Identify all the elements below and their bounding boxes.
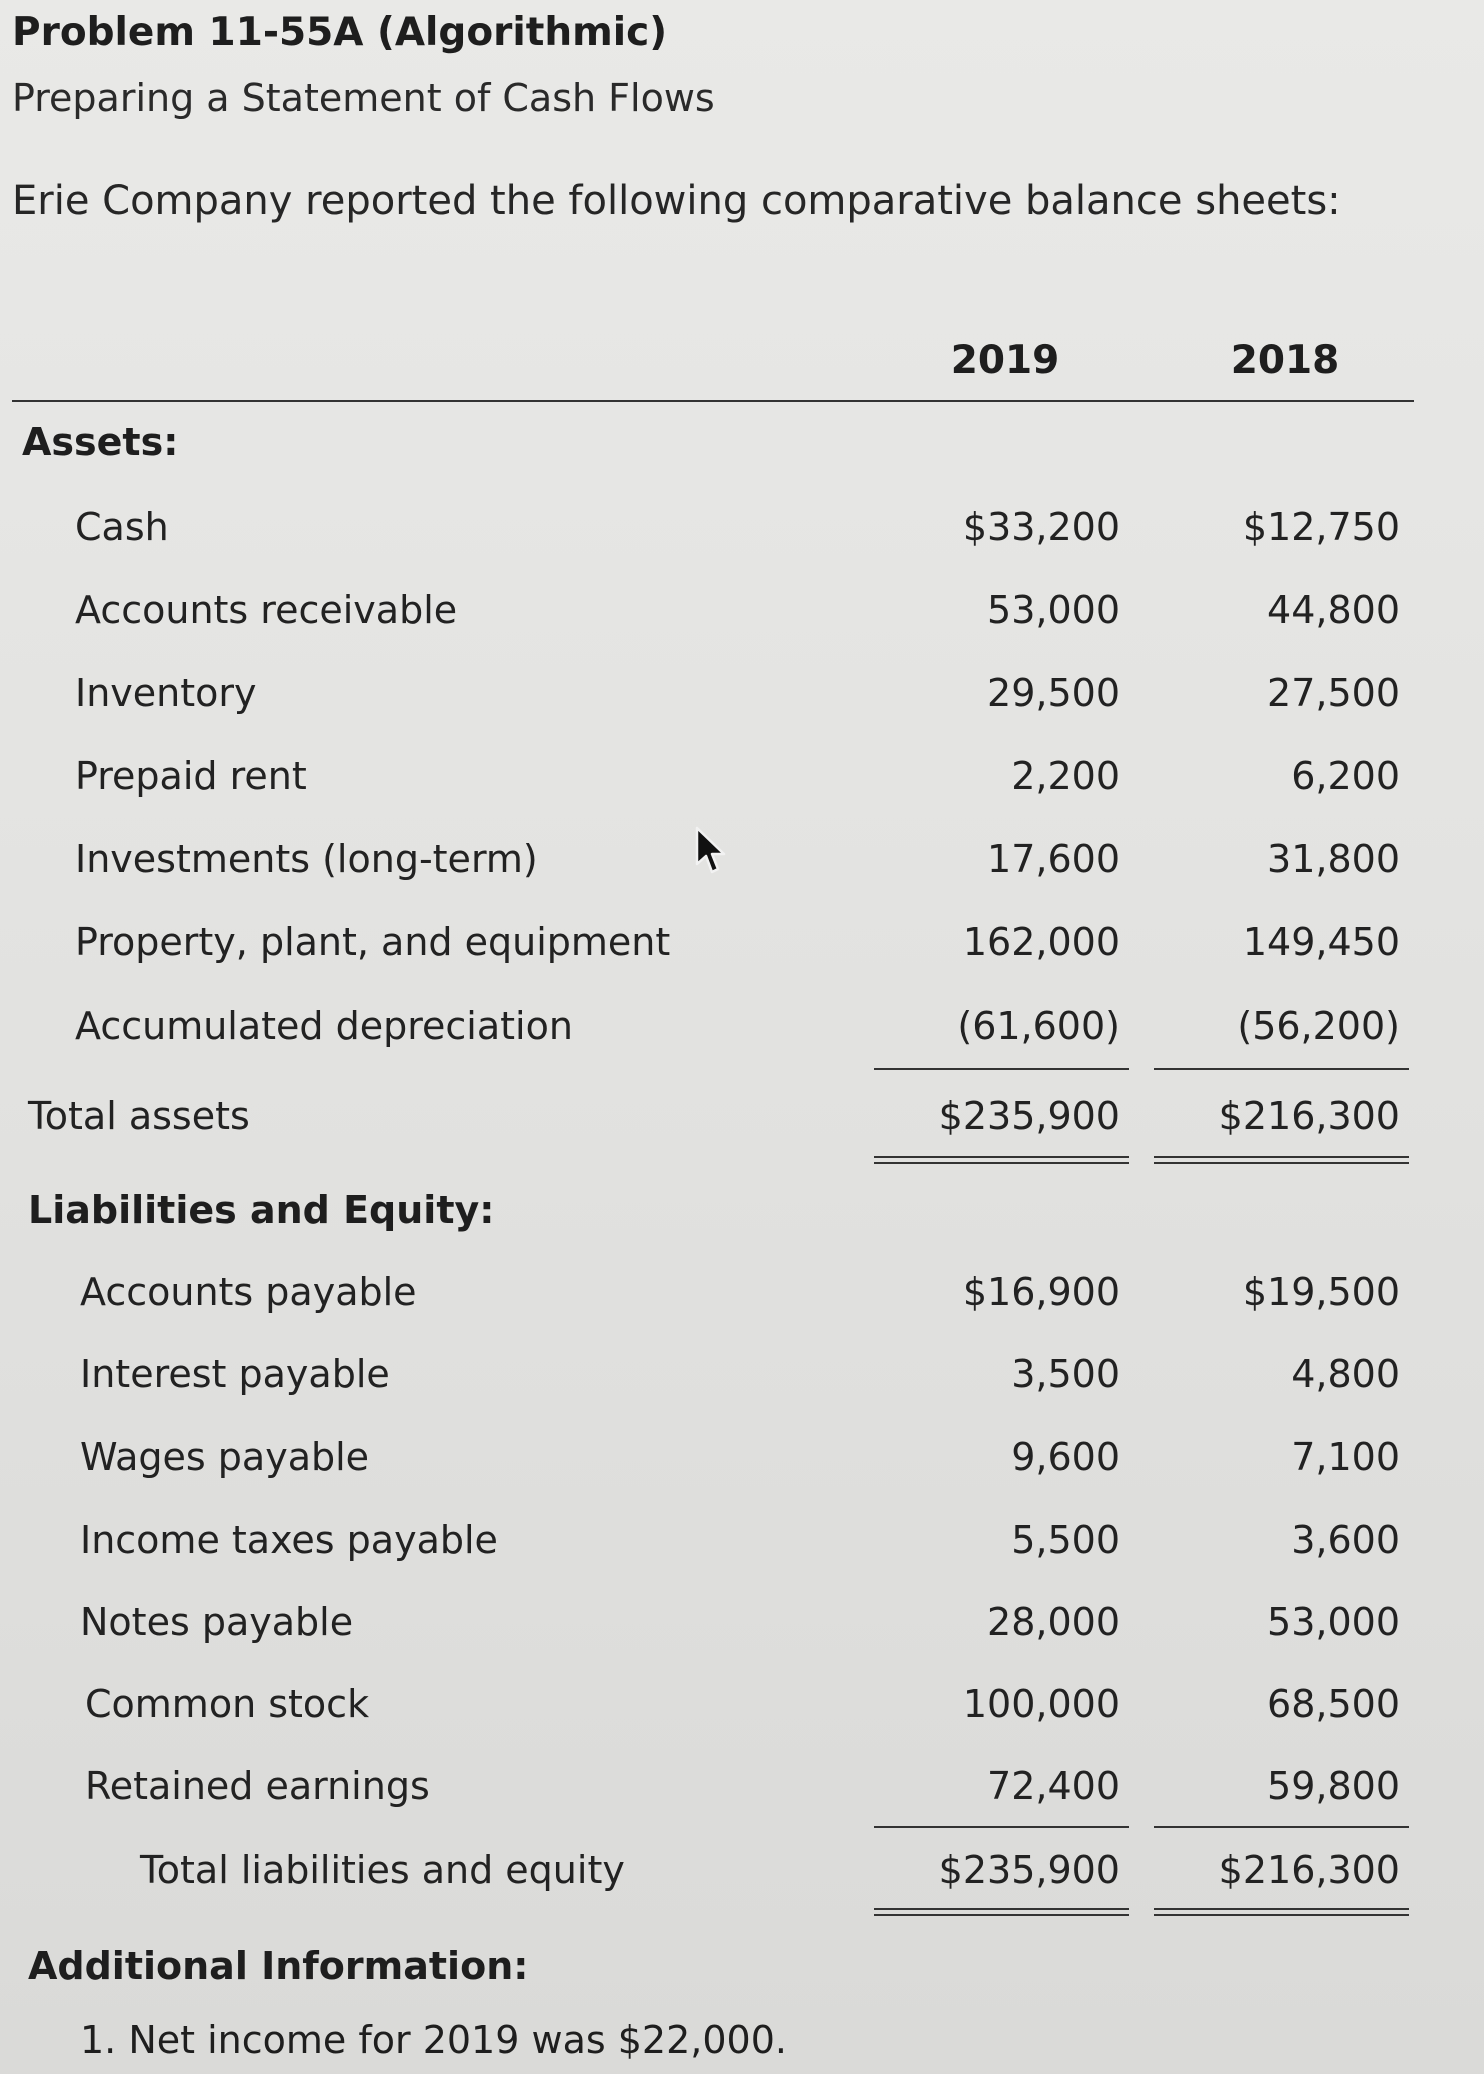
liability-row-2019: 9,600 <box>1011 1435 1120 1479</box>
total-double-rule-2019 <box>874 1156 1129 1164</box>
liability-row-2018: 68,500 <box>1267 1682 1400 1726</box>
liability-row-label: Wages payable <box>80 1435 370 1479</box>
liability-row-label: Common stock <box>85 1682 370 1726</box>
assets-heading: Assets: <box>22 420 179 464</box>
column-header-2018: 2018 <box>1230 338 1340 383</box>
asset-row-2019: 162,000 <box>962 920 1120 964</box>
liability-row-label: Retained earnings <box>85 1764 430 1808</box>
subtotal-rule-2019 <box>874 1826 1129 1828</box>
additional-info-heading: Additional Information: <box>28 1944 529 1988</box>
total-double-rule-2018 <box>1154 1156 1409 1164</box>
asset-row-2018: (56,200) <box>1237 1004 1400 1048</box>
asset-row-2019: 53,000 <box>987 588 1120 632</box>
liability-row-label: Income taxes payable <box>80 1518 498 1562</box>
asset-row-label: Property, plant, and equipment <box>75 920 671 964</box>
asset-row-2018: $12,750 <box>1242 505 1400 549</box>
asset-row-2019: 17,600 <box>987 837 1120 881</box>
asset-row-2018: 6,200 <box>1291 754 1400 798</box>
liability-row-2019: 28,000 <box>987 1600 1120 1644</box>
total-assets-2018: $216,300 <box>1218 1094 1400 1138</box>
subtotal-rule-2018 <box>1154 1068 1409 1070</box>
asset-row-2019: $33,200 <box>962 505 1120 549</box>
asset-row-2018: 44,800 <box>1267 588 1400 632</box>
asset-row-2019: 2,200 <box>1011 754 1120 798</box>
column-header-2019: 2019 <box>950 338 1060 383</box>
mouse-pointer-icon <box>694 826 728 876</box>
subtotal-rule-2018 <box>1154 1826 1409 1828</box>
total-liabilities-label: Total liabilities and equity <box>140 1848 625 1892</box>
asset-row-label: Inventory <box>75 671 257 715</box>
liability-row-2019: $16,900 <box>962 1270 1120 1314</box>
problem-title: Problem 11-55A (Algorithmic) <box>12 10 668 55</box>
liability-row-2018: 53,000 <box>1267 1600 1400 1644</box>
liability-row-label: Interest payable <box>80 1352 390 1396</box>
total-double-rule-2019 <box>874 1908 1129 1916</box>
liabilities-heading: Liabilities and Equity: <box>28 1188 495 1232</box>
header-rule <box>12 400 1414 402</box>
liability-row-2018: 59,800 <box>1267 1764 1400 1808</box>
liability-row-2018: 3,600 <box>1291 1518 1400 1562</box>
problem-intro: Erie Company reported the following comparative balance sheets: <box>12 178 1341 224</box>
asset-row-label: Accumulated depreciation <box>75 1004 573 1048</box>
liability-row-2019: 3,500 <box>1011 1352 1120 1396</box>
asset-row-2018: 149,450 <box>1242 920 1400 964</box>
liability-row-2019: 72,400 <box>987 1764 1120 1808</box>
problem-subtitle: Preparing a Statement of Cash Flows <box>12 76 715 120</box>
asset-row-label: Accounts receivable <box>75 588 458 632</box>
liability-row-2018: $19,500 <box>1242 1270 1400 1314</box>
total-assets-label: Total assets <box>28 1094 250 1138</box>
asset-row-label: Prepaid rent <box>75 754 307 798</box>
liability-row-label: Accounts payable <box>80 1270 417 1314</box>
liability-row-label: Notes payable <box>80 1600 354 1644</box>
total-liabilities-2019: $235,900 <box>938 1848 1120 1892</box>
asset-row-2018: 31,800 <box>1267 837 1400 881</box>
subtotal-rule-2019 <box>874 1068 1129 1070</box>
total-double-rule-2018 <box>1154 1908 1409 1916</box>
total-assets-2019: $235,900 <box>938 1094 1120 1138</box>
liability-row-2018: 4,800 <box>1291 1352 1400 1396</box>
asset-row-label: Cash <box>75 505 169 549</box>
additional-info-item: 1. Net income for 2019 was $22,000. <box>80 2018 787 2062</box>
liability-row-2019: 5,500 <box>1011 1518 1120 1562</box>
liability-row-2018: 7,100 <box>1291 1435 1400 1479</box>
asset-row-2019: 29,500 <box>987 671 1120 715</box>
asset-row-2019: (61,600) <box>957 1004 1120 1048</box>
liability-row-2019: 100,000 <box>962 1682 1120 1726</box>
asset-row-label: Investments (long-term) <box>75 837 538 881</box>
asset-row-2018: 27,500 <box>1267 671 1400 715</box>
total-liabilities-2018: $216,300 <box>1218 1848 1400 1892</box>
